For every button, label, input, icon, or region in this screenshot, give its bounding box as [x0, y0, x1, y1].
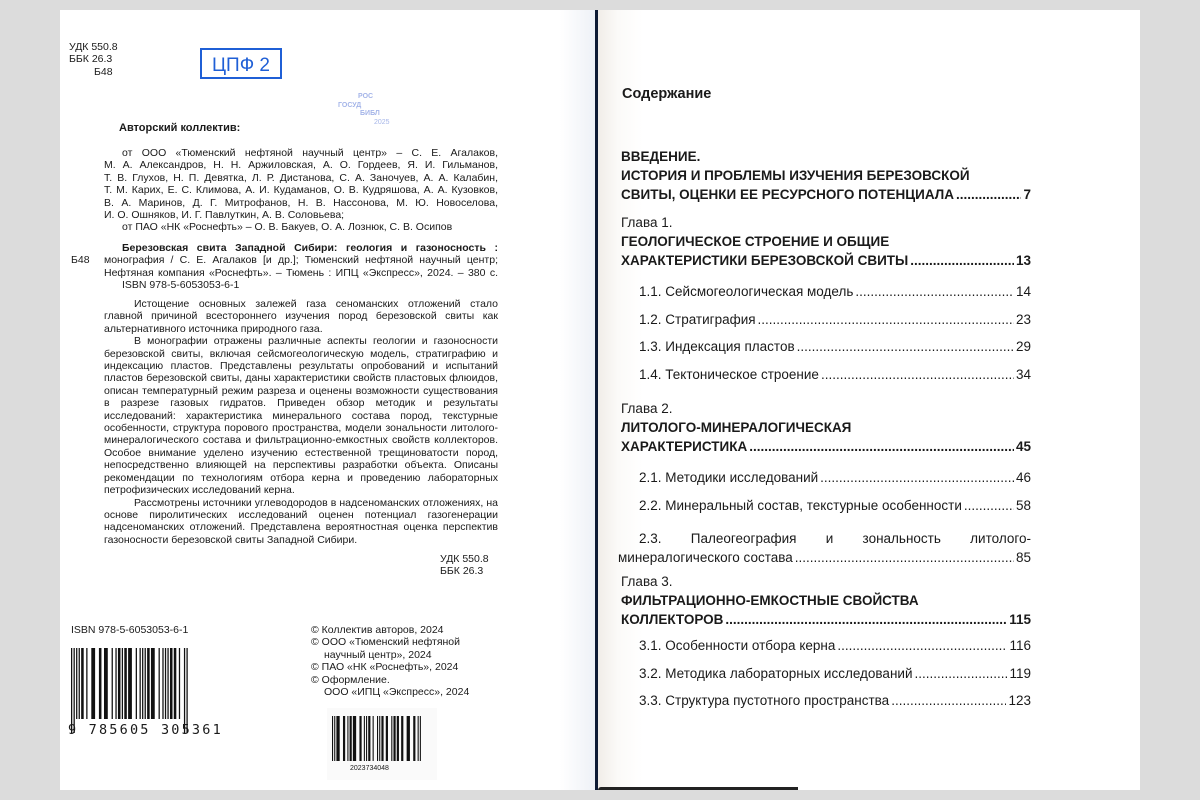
gutter-shadow: [560, 10, 595, 790]
chapter-title-line: ЛИТОЛОГО-МИНЕРАЛОГИЧЕСКАЯ: [621, 420, 852, 435]
barcode-bar: [118, 648, 121, 719]
barcode-bar: [381, 716, 383, 761]
toc-page-number: 115: [1009, 612, 1031, 627]
library-stamp: [338, 93, 390, 127]
leader-dots: [964, 496, 1014, 515]
toc-entry-title: 1.1. Сейсмогеологическая модель: [639, 284, 854, 299]
barcode-bar: [112, 648, 113, 719]
barcode-bar: [186, 648, 187, 733]
toc-chapter-2[interactable]: [621, 399, 1031, 456]
section-number: 2.3.: [639, 531, 662, 546]
toc-sections-3: [621, 636, 1031, 719]
barcode-bar: [86, 648, 87, 719]
abstract: [104, 298, 498, 546]
bib-line: Нефтяная компания «Роснефть». – Тюмень : ИПЦ «Экспресс», 2024. – 380 с.: [104, 266, 498, 279]
udk-code: УДК 550.8: [440, 553, 489, 565]
authors-line: Т. В. Глухов, Н. П. Девятка, Л. Р. Дистанова, С. А. Заночуев, А. А. Калабин,: [104, 171, 498, 184]
toc-page-number: 14: [1015, 284, 1031, 299]
barcode-bar: [142, 648, 143, 719]
abstract-paragraph: Истощение основных залежей газа сеноманских отложений стало главной причиной всестороннего изучения пород березовской свиты как альтернативного источника природного газа.: [104, 298, 498, 335]
barcode-bar: [420, 716, 421, 761]
toc-page-number: 58: [1015, 497, 1031, 513]
barcode-bar: [350, 716, 352, 761]
copyright-line: ООО «ИПЦ «Экспресс», 2024: [324, 686, 470, 699]
authors-line: И. О. Ошняков, И. Г. Павлуткин, А. В. Соловьева;: [104, 209, 345, 222]
toc-section[interactable]: [621, 365, 1031, 393]
leader-dots: [910, 251, 1014, 270]
toc-intro-last: [621, 185, 1031, 204]
toc-title: Содержание: [622, 86, 712, 102]
barcode-bar: [353, 716, 356, 761]
isbn-barcode: [71, 648, 189, 733]
stamp-line: РОС: [358, 93, 374, 100]
copyright-line: © Оформление.: [311, 673, 390, 686]
stamp-line: БИБЛ: [360, 110, 380, 117]
leader-dots: [821, 365, 1014, 384]
title-word: зональность: [862, 531, 941, 546]
library-barcode: [332, 716, 422, 761]
barcode-bar: [81, 648, 84, 719]
barcode-bar: [167, 648, 168, 719]
toc-page-number: 7: [1023, 187, 1031, 202]
barcode-bar: [377, 716, 378, 761]
library-barcode-number: 2023734048: [350, 765, 389, 772]
leader-dots: [820, 468, 1014, 487]
toc-chapter-1[interactable]: [621, 213, 1031, 270]
barcode-bar: [407, 716, 410, 761]
toc-section[interactable]: [621, 664, 1031, 692]
barcode-bar: [151, 648, 155, 719]
toc-entry-title: 2.2. Минеральный состав, текстурные особенности: [639, 497, 962, 513]
leader-dots: [956, 185, 1021, 204]
chapter-title-last: [621, 437, 1031, 456]
stamp-line: ГОСУД: [338, 101, 362, 109]
authors-line: М. А. Александров, Н. Н. Аржиловская, А. О. Гордеев, Я. И. Гильманов,: [104, 159, 498, 172]
toc-entry-title: 1.2. Стратиграфия: [639, 311, 756, 327]
barcode-bar: [332, 716, 333, 761]
barcode-bar: [336, 716, 339, 761]
authors-line: Т. М. Карих, Е. С. Климова, А. И. Кудаманов, О. В. Кудряшова, А. А. Кузовков,: [104, 184, 498, 197]
barcode-bar: [386, 716, 388, 761]
toc-section[interactable]: [621, 636, 1031, 664]
toc-section[interactable]: [621, 691, 1031, 719]
udk-classification-bottom: [440, 553, 489, 578]
barcode-bar: [145, 648, 146, 719]
toc-entry-title: ХАРАКТЕРИСТИКИ БЕРЕЗОВСКОЙ СВИТЫ: [621, 253, 909, 268]
barcode-bar: [366, 716, 367, 761]
bibliographic-record: [104, 242, 498, 292]
authors-list: [104, 147, 498, 234]
toc-sections-2: [618, 468, 1031, 567]
leader-dots: [891, 691, 1006, 710]
barcode-bar: [140, 648, 141, 719]
leader-dots: [837, 636, 1007, 655]
toc-entry-title: 3.3. Структура пустотного пространства: [639, 693, 890, 708]
leader-dots: [758, 310, 1014, 329]
leader-dots: [797, 337, 1014, 356]
barcode-bar: [391, 716, 392, 761]
barcode-bar: [401, 716, 403, 761]
toc-entry-title: 1.3. Индексация пластов: [639, 339, 795, 354]
barcode-bar: [136, 648, 137, 719]
toc-section-first-line: [621, 529, 1031, 548]
authors-heading: Авторский коллектив:: [119, 122, 241, 134]
toc-page-number: 34: [1015, 366, 1031, 382]
title-word: и: [825, 531, 834, 546]
toc-section-second-line: [618, 548, 1031, 567]
barcode-bar: [76, 648, 77, 719]
barcode-bar: [174, 648, 177, 719]
bib-isbn: ISBN 978-5-6053053-6-1: [122, 279, 240, 292]
copyright-line: © ПАО «НК «Роснефть», 2024: [311, 661, 459, 674]
toc-section[interactable]: [618, 529, 1031, 567]
toc-entry-title: 1.4. Тектоническое строение: [639, 366, 819, 382]
barcode-bar: [91, 648, 95, 719]
barcode-bar: [359, 716, 361, 761]
toc-entry-title: 3.1. Особенности отбора керна: [639, 638, 836, 653]
barcode-bar: [393, 716, 395, 761]
toc-intro-line: ВВЕДЕНИЕ.: [621, 149, 701, 164]
toc-entry-title: 3.2. Методика лабораторных исследований: [639, 665, 913, 681]
barcode-bar: [397, 716, 399, 761]
barcode-bar: [162, 648, 163, 719]
toc-page-number: 45: [1015, 439, 1031, 454]
barcode-bar: [115, 648, 116, 719]
toc-intro[interactable]: [621, 147, 1031, 204]
barcode-bar: [368, 716, 370, 761]
barcode-bar: [418, 716, 419, 761]
barcode-bar: [99, 648, 102, 719]
chapter-label: Глава 3.: [621, 574, 673, 589]
toc-section[interactable]: [621, 282, 1031, 310]
copyright-line: © ООО «Тюменский нефтяной: [311, 636, 461, 649]
barcode-bar: [104, 648, 108, 719]
barcode-bar: [413, 716, 415, 761]
toc-entry-title: ХАРАКТЕРИСТИКА: [621, 439, 748, 454]
abstract-paragraph: В монографии отражены различные аспекты геологии и газоносности березовской свиты, включая сейсмогеологическую модель, стратиграфию и индексацию пластов. Представлены результаты опробований и испытаний пластов березовской свиты, даны характеристики свойств пластовых флюидов, описан температурный режим разреза и оценены возможности существования в разрезе газовых гидратов. Приведен обзор методик и результаты исследований: характеристика минерального состава пород, текстурные особенности, структура порового пространства, модели зональности литолого-минералогического состава и фильтрационно-емкостных свойств коллекторов. Особое внимание уделено изучению естественной трещиноватости пород, непосредственно влияющей на перспективы разработки объекта. Описаны рекомендации по технологиям отбора керна и проведению лабораторных петрофизических исследований керна.: [104, 335, 498, 497]
toc-page-number: 13: [1015, 253, 1031, 268]
bbk-code: ББК 26.3: [440, 565, 484, 578]
barcode-bar: [170, 648, 173, 719]
bbk-code: ББК 26.3: [69, 53, 113, 66]
cpf-stamp: ЦПФ 2: [200, 48, 282, 79]
barcode-bar: [128, 648, 132, 719]
barcode-bar: [343, 716, 345, 761]
barcode-bar: [347, 716, 348, 761]
toc-page-number: 29: [1015, 339, 1031, 354]
toc-page-number: 46: [1015, 470, 1031, 485]
udk-classification-top: [69, 41, 118, 78]
chapter-title-last: [621, 610, 1031, 629]
copyright-block: [311, 624, 469, 698]
leader-dots: [725, 610, 1007, 629]
leader-dots: [914, 664, 1007, 683]
barcode-bar: [79, 648, 80, 719]
toc-page-number: 116: [1009, 638, 1031, 653]
toc-section[interactable]: [621, 337, 1031, 365]
toc-entry-title: минералогического состава: [618, 550, 793, 565]
barcode-bar: [147, 648, 150, 719]
toc-entry-title: 2.1. Методики исследований: [639, 470, 819, 485]
toc-page-number: 119: [1009, 665, 1031, 681]
udk-code: УДК 550.8: [69, 41, 118, 53]
title-word: литолого-: [970, 531, 1031, 546]
barcode-bar: [165, 648, 166, 719]
copyright-line: научный центр», 2024: [324, 648, 432, 661]
ean-digits: 9 785605 305361: [68, 722, 223, 738]
barcode-bar: [122, 648, 123, 719]
barcode-bar: [179, 648, 180, 719]
isbn-label: ISBN 978-5-6053053-6-1: [71, 624, 189, 636]
barcode-bar: [124, 648, 127, 719]
chapter-label: Глава 2.: [621, 401, 673, 416]
barcode-bar: [334, 716, 335, 761]
copyright-line: © Коллектив авторов, 2024: [311, 624, 444, 636]
abstract-paragraph: Рассмотрены источники углеводородов в надсеноманских отложениях, на основе пиролитических исследований оценен потенциал газогенерации надсеноманских отложений. Представлена вероятностная оценка перспектив газоносности березовской свиты Западной Сибири.: [104, 496, 498, 546]
chapter-title-last: [621, 251, 1031, 270]
barcode-bar: [364, 716, 365, 761]
barcode-bar: [373, 716, 374, 761]
toc-entry-title: КОЛЛЕКТОРОВ: [621, 612, 724, 627]
toc-intro-line: ИСТОРИЯ И ПРОБЛЕМЫ ИЗУЧЕНИЯ БЕРЕЗОВСКОЙ: [621, 168, 970, 183]
toc-page-number: 85: [1015, 550, 1031, 565]
barcode-bar: [74, 648, 75, 733]
stamp-line: 2025: [374, 118, 390, 126]
toc-sections-1: [621, 282, 1031, 392]
toc-section[interactable]: [621, 468, 1031, 496]
leader-dots: [855, 282, 1014, 301]
authors-line: от ПАО «НК «Роснефть» – О. В. Бакуев, О. А. Лознюк, С. В. Осипов: [122, 221, 453, 234]
chapter-title-line: ФИЛЬТРАЦИОННО-ЕМКОСТНЫЕ СВОЙСТВА: [621, 593, 919, 608]
bib-line: монография / С. Е. Агалаков [и др.]; Тюменский нефтяной научный центр;: [104, 254, 498, 267]
bib-author-sign: Б48: [71, 254, 90, 266]
toc-chapter-3[interactable]: [621, 572, 1031, 629]
author-sign: Б48: [94, 65, 113, 78]
toc-section[interactable]: [621, 310, 1031, 338]
leader-dots: [749, 437, 1014, 456]
chapter-title-line: ГЕОЛОГИЧЕСКОЕ СТРОЕНИЕ И ОБЩИЕ: [621, 234, 890, 249]
toc-page-number: 123: [1008, 693, 1031, 708]
barcode-bar: [159, 648, 160, 719]
title-word: Палеогеография: [690, 531, 797, 546]
chapter-label: Глава 1.: [621, 215, 673, 230]
toc-entry-title: СВИТЫ, ОЦЕНКИ ЕЕ РЕСУРСНОГО ПОТЕНЦИАЛА: [621, 187, 955, 202]
barcode-bar: [184, 648, 185, 733]
barcode-bar: [71, 648, 72, 733]
toc-section[interactable]: [621, 496, 1031, 524]
page-edge: [598, 787, 798, 790]
barcode-bar: [379, 716, 380, 761]
authors-line: В. А. Маринов, Д. Г. Митрофанов, Н. В. Нассонова, М. Ю. Новоселова,: [104, 196, 498, 209]
book-title: Березовская свита Западной Сибири: геология и газоносность :: [122, 242, 498, 254]
toc-page-number: 23: [1015, 311, 1031, 327]
leader-dots: [795, 548, 1014, 567]
authors-line: от ООО «Тюменский нефтяной научный центр» – С. Е. Агалаков,: [122, 147, 498, 159]
